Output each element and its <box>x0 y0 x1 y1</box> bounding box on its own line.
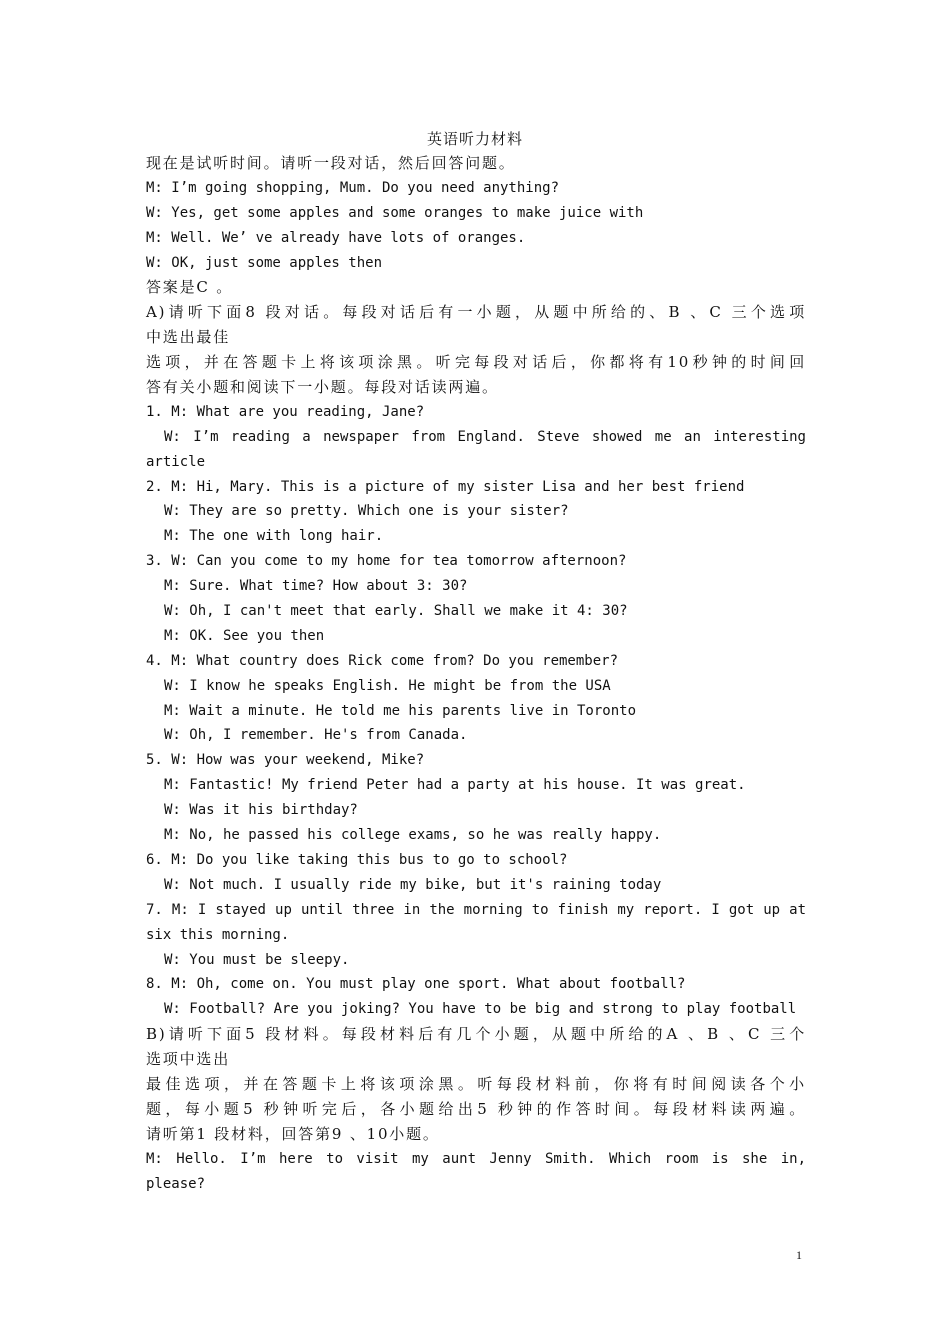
text-line: W: Yes, get some apples and some oranges to make juice with <box>146 204 644 221</box>
text-line: 答有关小题和阅读下一小题。每段对话读两遍。 <box>146 378 499 397</box>
text-line: W: I know he speaks English. He might be from the USA <box>164 677 611 694</box>
text-line: W: Oh, I remember. He's from Canada. <box>164 727 468 744</box>
text-line: 选项中选出 <box>146 1050 231 1069</box>
text-line: 7. M: I stayed up until three in the morning to finish my report. I got up at <box>146 901 806 918</box>
text-line: M: Wait a minute. He told me his parents live in Toronto <box>164 702 637 719</box>
text-line: 1. M: What are you reading, Jane? <box>146 403 425 420</box>
text-line: W: Football? Are you joking? You have to be big and strong to play football <box>164 1001 797 1018</box>
text-line: six this morning. <box>146 926 290 943</box>
text-line: article <box>146 453 206 470</box>
page-number: 1 <box>796 1248 802 1262</box>
text-line: W: OK, just some apples then <box>146 254 383 271</box>
text-line: M: The one with long hair. <box>164 528 384 545</box>
text-line: 5. W: How was your weekend, Mike? <box>146 752 425 769</box>
text-line: 2. M: Hi, Mary. This is a picture of my sister Lisa and her best friend <box>146 478 745 495</box>
text-line: 8. M: Oh, come on. You must play one sport. What about football? <box>146 976 686 993</box>
text-line: 现在是试听时间。请听一段对话，然后回答问题。 <box>146 154 516 172</box>
text-line: W: I’m reading a newspaper from England. Steve showed me an interesting <box>164 428 806 445</box>
text-line: 请听第1 段材料，回答第9 、10小题。 <box>146 1124 440 1143</box>
text-line: 4. M: What country does Rick come from? Do you remember? <box>146 652 619 669</box>
text-line: please? <box>146 1175 206 1192</box>
document-body <box>146 151 806 1196</box>
text-line: M: No, he passed his college exams, so he was really happy. <box>164 827 662 844</box>
text-line: 选项，并在答题卡上将该项涂黑。听完每段对话后，你都将有10秒钟的时间回 <box>146 353 806 372</box>
text-line: M: Hello. I’m here to visit my aunt Jenny Smith. Which room is she in, <box>146 1150 806 1167</box>
text-line: 题，每小题5 秒钟听完后，各小题给出5 秒钟的作答时间。每段材料读两遍。 <box>146 1099 806 1118</box>
text-line: M: OK. See you then <box>164 627 325 644</box>
text-line: M: Sure. What time? How about 3: 30? <box>164 578 468 595</box>
text-line: M: I’m going shopping, Mum. Do you need anything? <box>146 179 560 196</box>
text-line: W: You must be sleepy. <box>164 951 350 968</box>
text-line: W: Oh, I can't meet that early. Shall we make it 4: 30? <box>164 603 628 620</box>
text-line: 6. M: Do you like taking this bus to go to school? <box>146 851 568 868</box>
text-line: 3. W: Can you come to my home for tea tomorrow afternoon? <box>146 553 627 570</box>
text-line: W: Not much. I usually ride my bike, but it's raining today <box>164 876 662 893</box>
text-line: M: Well. We’ ve already have lots of oranges. <box>146 229 526 246</box>
text-line: W: Was it his birthday? <box>164 802 358 819</box>
text-line: B)请听下面5 段材料。每段材料后有几个小题，从题中所给的A 、B 、C 三个 <box>146 1025 806 1044</box>
text-line: W: They are so pretty. Which one is your sister? <box>164 503 569 520</box>
text-line: 中选出最佳 <box>146 328 231 347</box>
document-title: 英语听力材料 <box>426 130 523 148</box>
text-line: 最佳选项，并在答题卡上将该项涂黑。听每段材料前，你将有时间阅读各个小 <box>146 1074 806 1093</box>
text-line: A)请听下面8 段对话。每段对话后有一小题，从题中所给的、B 、C 三个选项 <box>146 303 806 322</box>
text-line: 答案是C 。 <box>146 278 234 297</box>
text-line: M: Fantastic! My friend Peter had a party at his house. It was great. <box>164 777 746 794</box>
